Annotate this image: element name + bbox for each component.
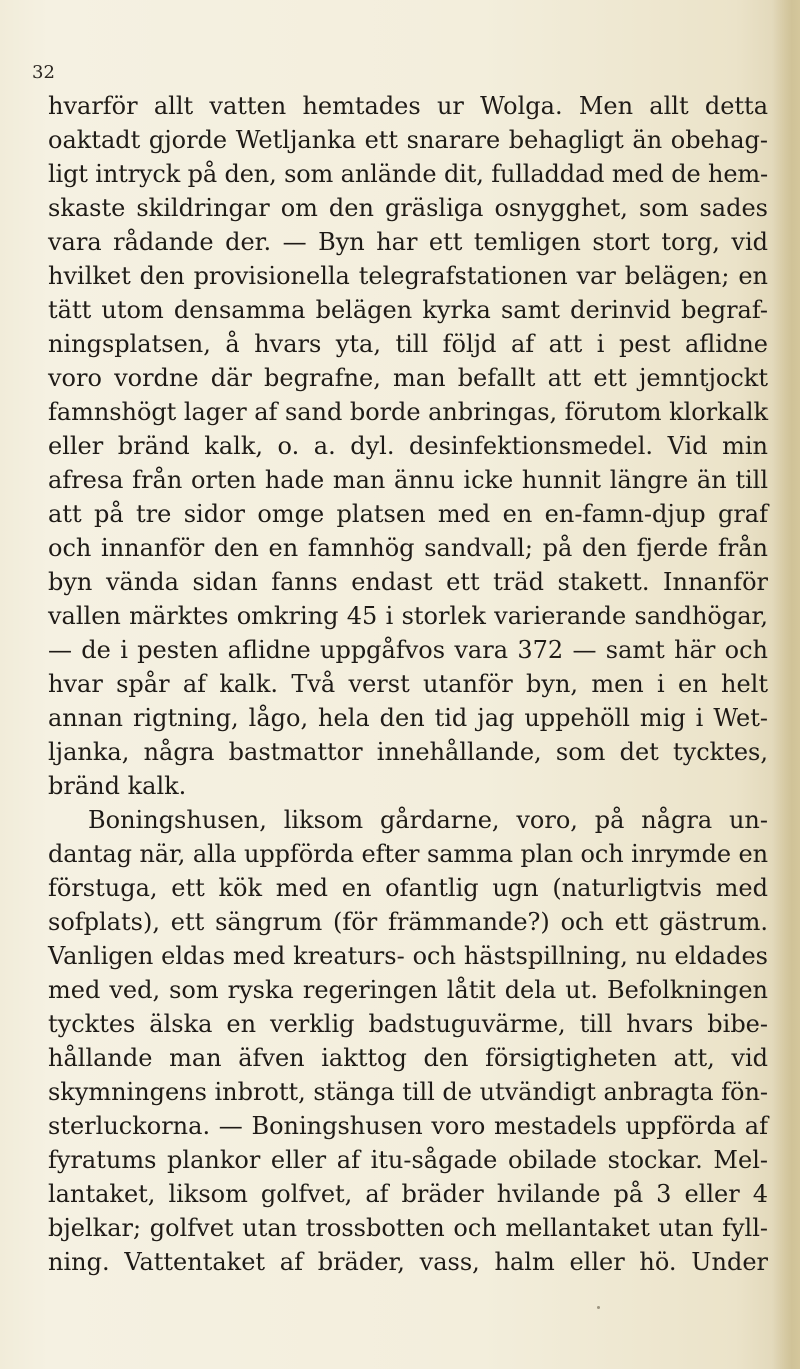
text-line: att på tre sidor omge platsen med en en-famn-djup graf: [48, 500, 768, 528]
text-line: oaktadt gjorde Wetljanka ett snarare behagligt än obehag-: [48, 126, 768, 154]
text-line: skaste skildringar om den gräsliga osnygghet, som sades: [48, 194, 768, 222]
text-line: vara rådande der. — Byn har ett temligen stort torg, vid: [48, 228, 768, 256]
paragraph-end-line: bränd kalk.: [48, 772, 187, 800]
text-line: vallen märktes omkring 45 i storlek varierande sandhögar,: [48, 602, 768, 630]
text-line: ningsplatsen, å hvars yta, till följd af att i pest aflidne: [48, 330, 768, 358]
paper-speck: [597, 1306, 600, 1309]
text-line: ning. Vattentaket af bräder, vass, halm eller hö. Under: [48, 1248, 768, 1276]
text-line: annan rigtning, lågo, hela den tid jag uppehöll mig i Wet-: [48, 704, 768, 732]
text-line: hvilket den provisionella telegrafstationen var belägen; en: [48, 262, 768, 290]
text-line: tätt utom densamma belägen kyrka samt derinvid begraf-: [48, 296, 768, 324]
text-line: förstuga, ett kök med en ofantlig ugn (naturligtvis med: [48, 874, 768, 902]
text-line: hvar spår af kalk. Två verst utanför byn, men i en helt: [48, 670, 768, 698]
text-line: afresa från orten hade man ännu icke hunnit längre än till: [48, 466, 768, 494]
text-line: ligt intryck på den, som anlände dit, fulladdad med de hem-: [48, 160, 768, 188]
text-line: ljanka, några bastmattor innehållande, som det tycktes,: [48, 738, 768, 766]
text-line: hvarför allt vatten hemtades ur Wolga. Men allt detta: [48, 92, 768, 120]
page-number: 32: [32, 62, 55, 83]
text-line: voro vordne där begrafne, man befallt att ett jemntjockt: [48, 364, 768, 392]
text-line: skymningens inbrott, stänga till de utvändigt anbragta fön-: [48, 1078, 769, 1106]
text-line: bjelkar; golfvet utan trossbotten och mellantaket utan fyll-: [48, 1214, 768, 1242]
text-line: Vanligen eldas med kreaturs- och hästspillning, nu eldades: [48, 942, 768, 970]
paragraph-start-line: Boningshusen, liksom gårdarne, voro, på några un-: [88, 806, 768, 834]
text-line: byn vända sidan fanns endast ett träd stakett. Innanför: [48, 568, 768, 596]
body-text: [48, 89, 768, 1279]
text-line: sofplats), ett sängrum (för främmande?) och ett gästrum.: [48, 908, 768, 936]
text-line: lantaket, liksom golfvet, af bräder hvilande på 3 eller 4: [48, 1180, 768, 1208]
text-line: och innanför den en famnhög sandvall; på den fjerde från: [48, 534, 768, 562]
text-line: med ved, som ryska regeringen låtit dela ut. Befolkningen: [48, 976, 768, 1004]
text-line: — de i pesten aflidne uppgåfvos vara 372 — samt här och: [48, 636, 768, 664]
text-line: famnshögt lager af sand borde anbringas, förutom klorkalk: [48, 398, 768, 426]
text-line: tycktes älska en verklig badstuguvärme, till hvars bibe-: [48, 1010, 768, 1038]
text-line: fyratums plankor eller af itu-sågade obilade stockar. Mel-: [48, 1146, 768, 1174]
text-line: sterluckorna. — Boningshusen voro mestadels uppförda af: [48, 1112, 768, 1140]
text-line: hållande man äfven iakttog den försigtigheten att, vid: [48, 1044, 768, 1072]
text-line: dantag när, alla uppförda efter samma plan och inrymde en: [48, 840, 768, 868]
page-edge-shadow: [772, 0, 800, 1369]
text-line: eller bränd kalk, o. a. dyl. desinfektionsmedel. Vid min: [48, 432, 768, 460]
